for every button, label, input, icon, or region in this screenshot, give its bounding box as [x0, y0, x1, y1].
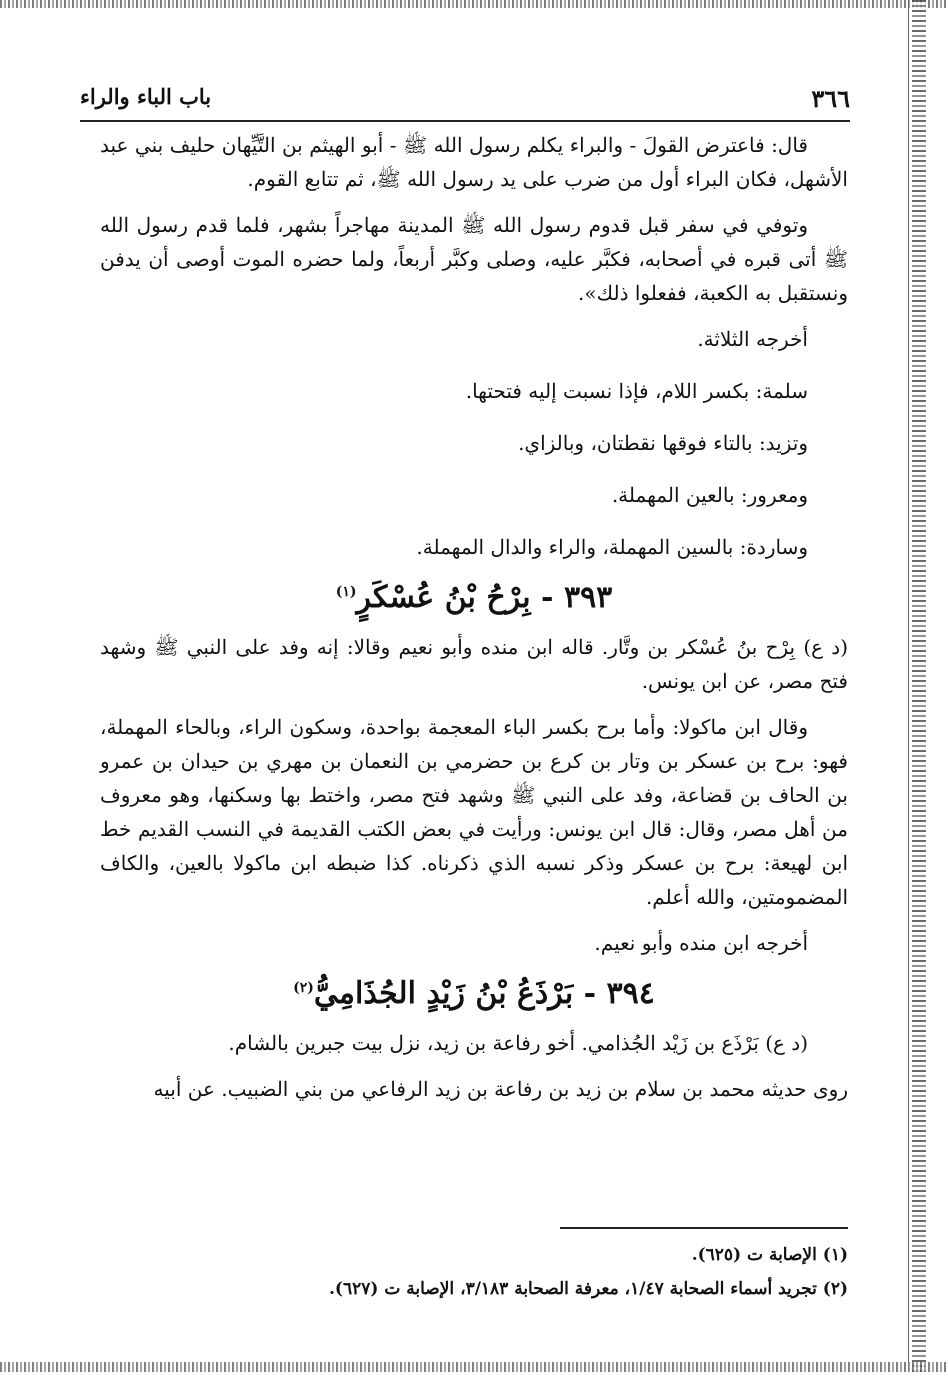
entry-394-title	[100, 972, 848, 1016]
page-border-bottom	[0, 1362, 948, 1372]
page-header	[80, 70, 850, 122]
entry-393-heading: ٣٩٣ - بِرْحُ بْنُ عُسْكَرٍ	[356, 580, 613, 615]
page-body	[100, 128, 848, 1118]
paragraph-3: أخرجه الثلاثة.	[697, 327, 808, 351]
paragraph-7: وساردة: بالسين المهملة، والراء والدال المهملة.	[416, 535, 808, 559]
paragraph-8: (د ع) بِرْح بنُ عُسْكر بن وتَّار. قاله ابن منده وأبو نعيم وقالا: إنه وفد على النبي ﷺ وشهد فتح مصر، عن ابن يونس.	[100, 635, 848, 693]
footnote-2: (٢) تجريد أسماء الصحابة ١/٤٧، معرفة الصحابة ٣/١٨٣، الإصابة ت (٦٢٧).	[329, 1279, 848, 1299]
entry-394-heading: ٣٩٤ - بَرْذَعُ بْنُ زَيْدٍ الجُذَامِيُّ	[313, 976, 655, 1011]
footnote-separator	[560, 1227, 848, 1229]
paragraph-12: روى حديثه محمد بن سلام بن زيد بن رفاعة بن زيد الرفاعي من بني الضبيب. عن أبيه	[153, 1077, 848, 1101]
paragraph-4: سلمة: بكسر اللام، فإذا نسبت إليه فتحتها.	[465, 379, 808, 403]
entry-393-title	[100, 576, 848, 620]
footnote-marker-1: (١)	[335, 584, 357, 600]
page-border-right-line	[908, 0, 909, 1372]
paragraph-9: وقال ابن ماكولا: وأما برح بكسر الباء المعجمة بواحدة، وسكون الراء، وبالحاء المهملة، فهو: برح بن عسكر بن وتار بن كرع بن حضرمي بن النعمان بن مهري بن حيدان بن عمرو بن الحاف بن قضاعة، وفد على النبي ﷺ وشهد فتح مصر، واختط بها وسكنها، وهو معروف من أهل مصر، وقال: قال ابن يونس: ورأيت في بعض الكتب القديمة في النسب القديم خط ابن لهيعة: برح بن عسكر وذكر نسبه الذي ذكرناه. كذا ضبطه ابن ماكولا بالعين، والكاف المضمومتين، والله أعلم.	[100, 715, 848, 909]
paragraph-11: (د ع) بَرْذَع بن زَيْد الجُذامي. أخو رفاعة بن زيد، نزل بيت جبرين بالشام.	[228, 1031, 808, 1055]
footnote-1: (١) الإصابة ت (٦٢٥).	[691, 1245, 848, 1265]
footnote-marker-2: (٢)	[293, 980, 314, 996]
page-border-top	[0, 0, 948, 8]
running-head: باب الباء والراء	[80, 84, 212, 109]
footnotes	[100, 1238, 848, 1306]
paragraph-5: وتزيد: بالتاء فوقها نقطتان، وبالزاي.	[518, 431, 808, 455]
paragraph-6: ومعرور: بالعين المهملة.	[611, 483, 808, 507]
page-number: ٣٦٦	[811, 84, 850, 113]
page-border-right	[912, 0, 926, 1372]
paragraph-1: قال: فاعترض القولَ - والبراء يكلم رسول الله ﷺ - أبو الهيثم بن التَّيِّهان حليف بني عبد الأشهل، فكان البراء أول من ضرب على يد رسول الله ﷺ، ثم تتابع القوم.	[100, 133, 848, 191]
paragraph-10: أخرجه ابن منده وأبو نعيم.	[594, 931, 808, 955]
paragraph-2: وتوفي في سفر قبل قدوم رسول الله ﷺ المدينة مهاجراً بشهر، فلما قدم رسول الله ﷺ أتى قبره في أصحابه، فكبَّر عليه، وصلى وكبَّر أربعاً، ولما حضره الموت أوصى أن يدفن ونستقبل به الكعبة، ففعلوا ذلك».	[100, 213, 848, 305]
